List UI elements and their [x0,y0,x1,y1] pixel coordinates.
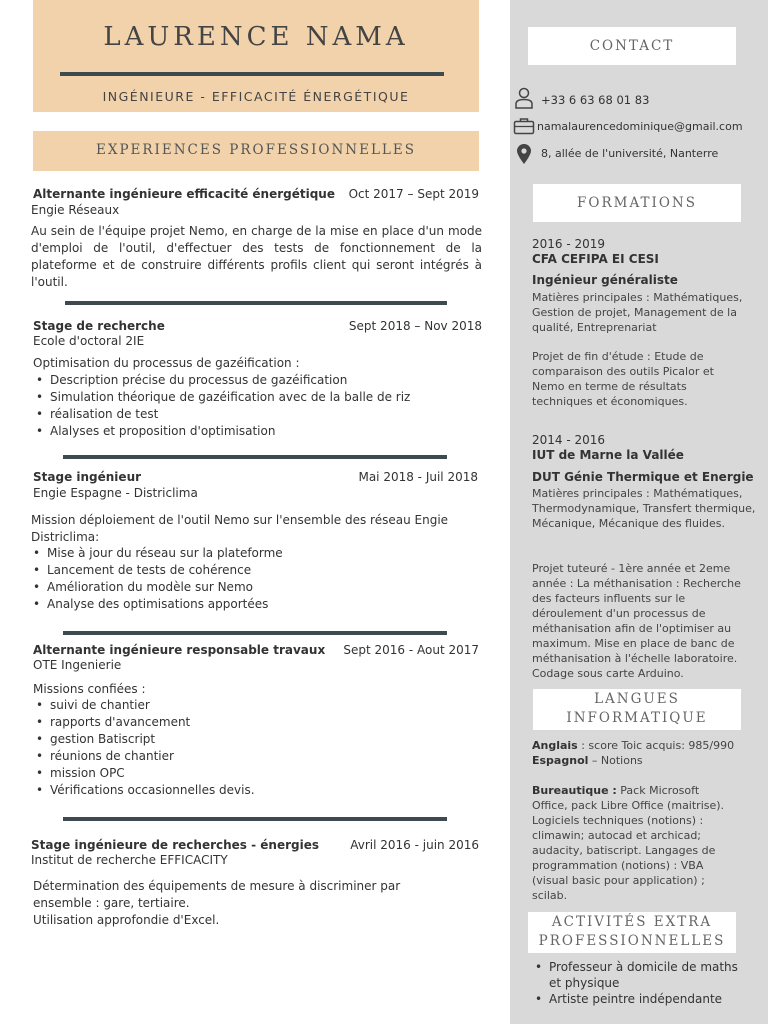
list-item: • gestion Batiscript [33,731,473,748]
job-separator [65,301,447,305]
job-org: Engie Espagne - Districlima [33,486,198,500]
formation-subjects: Matières principales : Mathématiques, Gestion de projet, Management de la qualité, Entreprenariat [532,291,743,334]
person-icon [514,87,534,109]
anglais-label: Anglais [532,739,578,752]
activites-heading-line2: PROFESSIONNELLES [538,933,726,949]
espagnol-value: – Notions [588,754,643,767]
list-item: • Analyse des optimisations apportées [30,596,470,613]
job-separator [63,455,447,459]
list-item: • Professeur à domicile de maths et physique [532,959,742,991]
job-description: Au sein de l'équipe projet Nemo, en charge de la mise en place d'un mode d'emploi de l'outil, d'effectuer des tests de fonctionnement de la plateforme et de construire différents profils client qui seront intégrés à l'outil. [31,224,482,289]
formation-project: Projet tuteuré - 1ère année et 2eme année : La méthanisation : Recherche des facteurs influents sur le déroulement d'un processus de méthanisation afin de l'optimiser au maximum. Mise en place de banc de méthanisation à l'échelle laboratoire. Codage sous carte Arduino. [532,562,741,680]
list-item: • rapports d'avancement [33,714,473,731]
list-item: • Mise à jour du réseau sur la plateforme [30,545,470,562]
job-date: Sept 2016 - Aout 2017 [343,643,479,657]
list-item: • Description précise du processus de gazéification [33,372,473,389]
job-date: Oct 2017 – Sept 2019 [348,187,479,201]
job-bullets [30,545,470,613]
job-org: OTE Ingenierie [33,658,122,672]
contact-email[interactable]: namalaurencedominique@gmail.com [537,120,743,133]
langues-anglais [532,738,752,753]
langues-heading-line2: INFORMATIQUE [566,710,708,726]
job-separator [63,631,447,635]
job-intro: Missions confiées : [33,682,146,696]
bureautique-label: Bureautique : [532,784,617,797]
job-title: Alternante ingénieure responsable travaux [33,643,326,657]
activites-list [532,959,742,1007]
contact-heading: CONTACT [528,27,736,65]
formation-school: CFA CEFIPA EI CESI [532,252,659,266]
espagnol-label: Espagnol [532,754,589,767]
contact-phone: +33 6 63 68 01 83 [541,93,650,107]
list-item: • Amélioration du modèle sur Nemo [30,579,470,596]
langues-heading-line1: LANGUES [594,691,680,707]
list-item: • Artiste peintre indépendante [532,991,742,1007]
job-title: Stage ingénieur [33,470,142,484]
formation-school: IUT de Marne la Vallée [532,448,684,462]
job-org: Engie Réseaux [31,203,120,217]
formation-degree: DUT Génie Thermique et Energie [532,470,754,484]
list-item: • Vérifications occasionnelles devis. [33,782,473,799]
formation-subjects: Matières principales : Mathématiques, Thermodynamique, Transfert thermique, Mécanique, Mécanique des fluides. [532,487,756,530]
job-description: Détermination des équipements de mesure à discriminer par ensemble : gare, tertiaire. Utilisation approfondie d'Excel. [33,879,401,927]
briefcase-icon [513,117,535,135]
job-title: Stage ingénieure de recherches - énergies [31,838,320,852]
candidate-title: INGÉNIEURE - EFFICACITÉ ÉNERGÉTIQUE [102,89,410,104]
anglais-value: : score Toic acquis: 985/990 [577,739,735,752]
map-pin-icon [515,143,533,165]
list-item: • Alalyses et proposition d'optimisation [33,423,473,440]
job-date: Sept 2018 – Nov 2018 [348,319,482,333]
bureautique [532,783,732,903]
list-item: • réalisation de test [33,406,473,423]
job-org: Ecole d'octoral 2IE [33,334,145,348]
list-item: • Lancement de tests de cohérence [30,562,470,579]
activites-heading-line1: ACTIVITÉS EXTRA [551,914,713,930]
list-item: • mission OPC [33,765,473,782]
job-org: Institut de recherche EFFICACITY [31,853,228,867]
job-intro: Optimisation du processus de gazéification : [33,356,300,370]
activites-heading [528,912,736,953]
langues-espagnol [532,753,752,768]
list-item: • Simulation théorique de gazéification avec de la balle de riz [33,389,473,406]
job-bullets [33,697,473,799]
formations-heading: FORMATIONS [533,184,741,222]
formation-years: 2014 - 2016 [532,433,606,447]
header-divider [60,72,444,76]
job-date: Mai 2018 - Juil 2018 [358,470,478,484]
bureautique-value: Pack Microsoft Office, pack Libre Office (maitrise). Logiciels techniques (notions) : climawin; autocad et archicad; audacity, batiscript. Langages de programmation (notions) : VBA (visual basic pour application) ; scilab. [532,784,725,902]
formation-years: 2016 - 2019 [532,237,606,251]
job-title: Stage de recherche [33,319,165,333]
job-intro: Mission déploiement de l'outil Nemo sur l'ensemble des réseau Engie Districlima: [31,513,449,544]
job-date: Avril 2016 - juin 2016 [350,838,479,852]
contact-address: 8, allée de l'université, Nanterre [541,147,719,160]
job-separator [63,817,447,821]
experience-heading: EXPERIENCES PROFESSIONNELLES [95,142,416,158]
list-item: • réunions de chantier [33,748,473,765]
formation-degree: Ingénieur généraliste [532,273,678,287]
list-item: • suivi de chantier [33,697,473,714]
job-bullets [33,372,473,440]
formation-project: Projet de fin d'étude : Etude de comparaison des outils Picalor et Nemo en terme de résultats techniques et économiques. [532,350,714,408]
langues-heading [533,689,741,730]
job-title: Alternante ingénieure efficacité énergétique [33,187,335,201]
candidate-name: LAURENCE NAMA [103,22,409,52]
